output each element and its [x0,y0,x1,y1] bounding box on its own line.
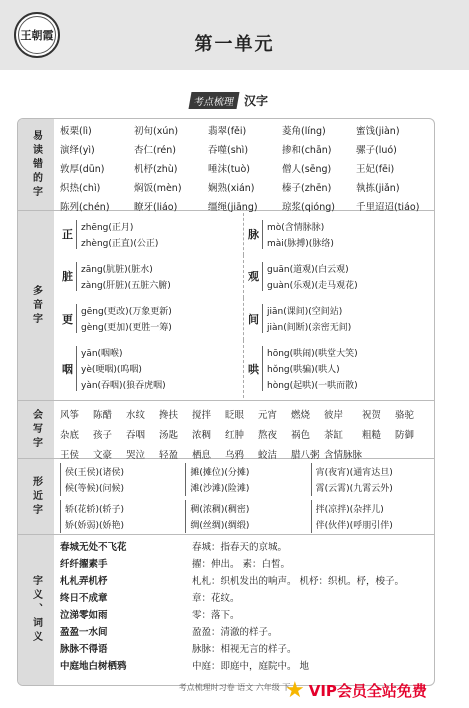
writing-word: 搀扶 [158,410,178,421]
polyphonic-entry [58,298,244,340]
reading: hǒng(哄骗)(哄人) [267,365,340,376]
writing-word: 浓稠 [191,430,211,441]
misread-word: 骡子(luó) [356,145,397,156]
reading: yān(咽喉) [81,349,123,360]
page-footer: 考点梳理时习卷 语文 六年级 下 [178,683,291,692]
row-easy-misread [18,119,434,211]
reading: hòng(起哄)(一哄而散) [267,381,358,392]
polyphonic-char: 脏 [62,270,73,284]
writing-word: 陈醋 [92,410,112,421]
similar-item: 滩(沙滩)(险滩) [190,484,250,494]
similar-item: 摊(摊位)(分摊) [190,468,250,478]
row-label: 字义、词义 [18,535,54,685]
similar-group [185,463,302,496]
row-similar [18,459,434,535]
phrase-meaning: 春城：指春天的京城。 [192,542,288,553]
misread-word: 杏仁(rén) [134,145,176,156]
phrase: 春城无处不飞花 [60,542,127,553]
polyphonic-entry [244,340,430,398]
reading: hōng(哄闹)(哄堂大笑) [267,349,358,360]
reading: guàn(乐观)(走马观花) [267,280,358,291]
reading: gèng(更加)(更胜一筹) [81,323,172,334]
section-tag: 考点梳理 [189,92,240,109]
phrase-meaning: 章：花纹。 [192,593,240,604]
misread-word: 琼浆(qióng) [282,202,335,213]
writing-word: 孩子 [92,430,112,441]
row-polyphonic [18,211,434,401]
misread-word: 陈列(chén) [60,202,110,213]
phrase-meaning: 零：落下。 [192,610,240,621]
similar-group [311,500,428,533]
writing-word: 哭泣 [125,450,145,461]
writing-word: 防御 [395,430,415,441]
writing-word: 祸色 [290,430,310,441]
reading: jiàn(间断)(亲密无间) [267,323,352,334]
polyphonic-entry [244,213,430,255]
writing-word: 王侯 [60,450,80,461]
logo-text: 王朝霞 [18,16,56,54]
writing-word: 元宵 [257,410,277,421]
writing-word: 红肿 [224,430,244,441]
misread-word: 僧人(sēng) [282,164,332,175]
misread-word: 執拣(jiǎn) [356,183,400,194]
misread-word: 翡翠(fěi) [208,126,247,137]
phrase: 终日不成章 [60,593,108,604]
writing-word: 腊八粥 [290,450,320,461]
misread-word: 吞噬(shì) [208,145,249,156]
reading: guān(道观)(白云观) [267,264,349,275]
misread-word: 榛子(zhēn) [282,183,332,194]
similar-group [311,463,428,496]
misread-word: 掺和(chān) [282,145,332,156]
misread-word: 娴熟(xián) [208,183,255,194]
meaning-list [60,539,428,672]
reading: jiān(课间)(空间站) [267,307,343,318]
unit-title: 第一单元 [194,34,275,55]
reading-list [262,220,334,249]
writing-word: 风筝 [60,410,80,421]
phrase: 盈盈一水间 [60,627,108,638]
writing-word: 吞咽 [125,430,145,441]
misread-word: 瞭牙(liáo) [134,202,178,213]
easy-word-grid [60,123,428,213]
writing-word: 水纹 [125,410,145,421]
polyphonic-grid [58,213,430,398]
reading-list [76,346,166,391]
row-label: 会写字 [18,401,54,458]
similar-char-grid [56,461,432,532]
misread-word: 蜜饯(jiàn) [356,126,400,137]
similar-item: 侯(王侯)(诸侯) [65,468,125,478]
row-writing [18,401,434,459]
similar-item: 绸(丝绸)(绸缎) [190,521,250,531]
knowledge-table [17,118,435,686]
writing-word: 搅拌 [191,410,211,421]
misread-word: 唾沫(tuò) [208,164,250,175]
phrase-meaning: 中庭：即庭中，庭院中。 地 [192,661,310,672]
misread-word: 焖饭(mèn) [134,183,182,194]
polyphonic-char: 咽 [62,362,73,376]
reading: zhèng(正直)(公正) [81,238,159,249]
reading-list [262,304,351,333]
writing-word: 杂底 [60,430,80,441]
polyphonic-char: 观 [248,270,259,284]
reading-list [262,346,358,391]
polyphonic-char: 哄 [248,362,259,376]
phrase: 脉脉不得语 [60,644,108,655]
misread-word: 敦厚(dūn) [60,164,105,175]
writing-word: 栖息 [191,450,211,461]
similar-item: 稠(浓稠)(稠密) [190,505,250,515]
polyphonic-entry [58,213,244,255]
phrase: 泣涕零如雨 [60,610,108,621]
misread-word: 初旬(xún) [134,126,179,137]
writing-word: 燃烧 [290,410,310,421]
reading: gēng(更改)(万象更新) [81,307,172,318]
misread-word: 菱角(líng) [282,126,326,137]
similar-item: 娇(娇弱)(娇艳) [65,521,125,531]
reading: zhēng(正月) [81,222,134,233]
phrase: 中庭地白树栖鸦 [60,661,127,672]
reading: yàn(吞咽)(狼吞虎咽) [81,381,166,392]
section-title: 汉字 [244,93,269,108]
similar-item: 伴(伙伴)(呼朋引伴) [315,521,393,531]
similar-item: 拌(凉拌)(杂拌儿) [315,505,384,515]
reading-list [76,304,172,333]
misread-word: 王妃(fēi) [356,164,395,175]
writing-word: 熬夜 [257,430,277,441]
writing-word: 汤匙 [158,430,178,441]
writing-word: 乌鸦 [224,450,244,461]
misread-word: 演绎(yì) [60,145,95,156]
reading: mò(含情脉脉) [267,222,325,233]
polyphonic-entry [58,340,244,398]
page-header [0,0,469,70]
similar-item: 候(等候)(问候) [65,484,125,494]
polyphonic-char: 脉 [248,228,259,242]
writing-word-grid [60,407,428,461]
reading: mài(脉搏)(脉络) [267,238,334,249]
reading-list [76,262,171,291]
row-label: 形近字 [18,459,54,534]
polyphonic-entry [244,255,430,297]
misread-word: 炽热(chì) [60,183,101,194]
reading-list [262,262,358,291]
phrase-meaning: 札札：织机发出的响声。 机杼：织机。杼，梭子。 [192,576,405,587]
phrase: 札札弄机杼 [60,576,108,587]
phrase-meaning: 脉脉：相视无言的样子。 [192,644,297,655]
similar-group [60,463,177,496]
polyphonic-entry [58,255,244,297]
similar-group [185,500,302,533]
misread-word: 机杼(zhù) [134,164,178,175]
reading: zāng(肮脏)(脏水) [81,264,153,275]
similar-group [60,500,177,533]
polyphonic-char: 正 [62,228,73,242]
section-heading [190,92,268,108]
writing-word: 彼岸 [323,410,343,421]
polyphonic-char: 更 [62,312,73,326]
writing-word: 眨眼 [224,410,244,421]
writing-word: 骆驼 [395,410,415,421]
writing-word: 含情脉脉 [323,450,362,461]
vip-banner[interactable] [285,672,469,708]
misread-word: 缰绳(jiāng) [208,202,258,213]
row-meanings [18,535,434,685]
writing-word: 文豪 [92,450,112,461]
writing-word: 祝贺 [362,410,382,421]
phrase: 纤纤擢素手 [60,559,108,570]
star-icon: ★ [285,677,305,703]
row-label: 易读错的字 [18,119,54,210]
polyphonic-char: 间 [248,312,259,326]
writing-word: 蛟洁 [257,450,277,461]
reading: yè(哽咽)(呜咽) [81,365,142,376]
reading-list [76,220,158,249]
writing-word: 粗糙 [362,430,382,441]
phrase-meaning: 盈盈：清澈的样子。 [192,627,278,638]
misread-word: 千里迢迢(tiáo) [356,202,420,213]
reading: zàng(肝脏)(五脏六腑) [81,280,171,291]
similar-item: 轿(花轿)(轿子) [65,505,125,515]
similar-item: 霄(云霄)(九霄云外) [315,484,393,494]
writing-word: 茶缸 [323,430,343,441]
vip-text: VIP会员全站免费 [308,681,427,700]
phrase-meaning: 擢：伸出。 素：白皙。 [192,559,291,570]
similar-item: 宵(夜宵)(通宵达旦) [315,468,393,478]
row-label: 多音字 [18,211,54,400]
writing-word: 轻盈 [158,450,178,461]
misread-word: 板栗(lì) [60,126,92,137]
polyphonic-entry [244,298,430,340]
